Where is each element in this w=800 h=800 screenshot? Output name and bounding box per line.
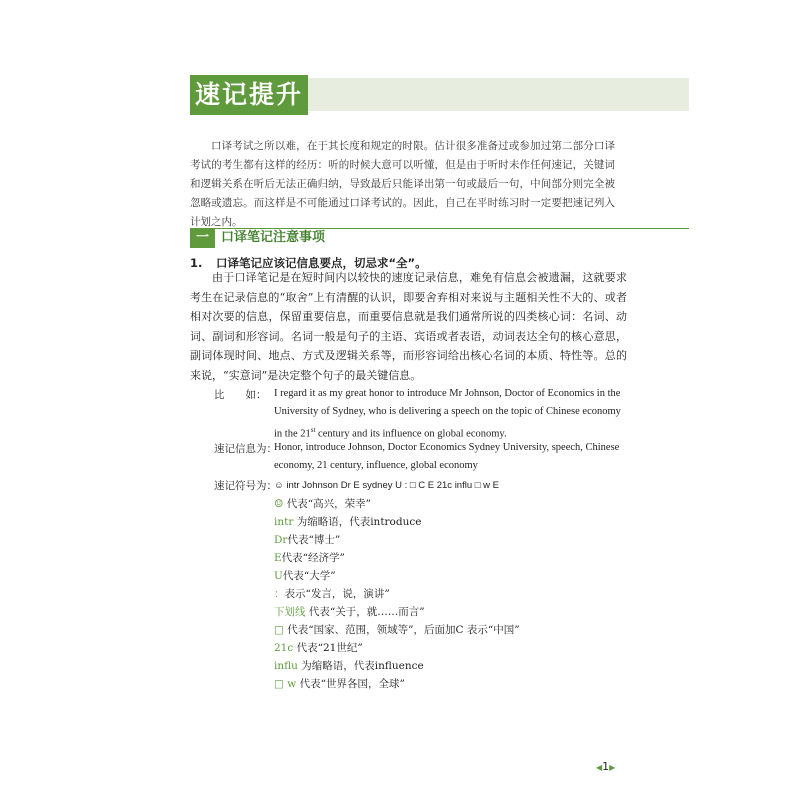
legend-item: 下划线 代表“关于，就……而言” bbox=[274, 606, 425, 618]
body-paragraph: 由于口译笔记是在短时间内以较快的速度记录信息，难免有信息会被遗漏，这就要求考生在记录信息的“取舍”上有清醒的认识，即要舍弃相对来说与主题相关性不大的、或者相对次要的信息，保留重要信息，而重要信息就是我们通常所说的四类核心词：名词、动词、副词和形容词。名词一般是句子的主语、宾语或者表语，动词表达全句的核心意思，副词体现时间、地点、方式及逻辑关系等，而形容词给出核心名词的本质、特性等。总的来说，“实意词”是决定整个句子的最关键信息。 bbox=[190, 271, 627, 382]
legend-item: □ w 代表“世界各国，全球” bbox=[274, 678, 405, 690]
legend-item: 21c 代表“21世纪” bbox=[274, 642, 363, 654]
right-arrow-icon: ▶ bbox=[609, 763, 616, 772]
example-sentence: I regard it as my great honor to introduce Mr Johnson, Doctor of Economics in the University of Sydney, who is delivering a speech on the topic of Chinese economy in the 21st century and its influence on global economy. bbox=[274, 388, 621, 440]
section-title: 口译笔记注意事项 bbox=[221, 230, 326, 245]
page-number: ◀1▶ bbox=[596, 760, 616, 773]
legend-item: influ 为缩略语，代表influence bbox=[274, 660, 424, 672]
legend-item: E代表“经济学” bbox=[274, 552, 345, 564]
left-arrow-icon: ◀ bbox=[596, 763, 603, 772]
symbols-line: ☺ intr Johnson Dr E sydney U : □ C E 21c influ □ w E bbox=[274, 480, 499, 491]
page-title: 速记提升 bbox=[190, 75, 308, 115]
info-text: Honor, introduce Johnson, Doctor Economics Sydney University, speech, Chinese economy, 21 century, influence, global economy bbox=[274, 442, 620, 471]
legend-item: U代表“大学” bbox=[274, 570, 336, 582]
example-label: 比 如： bbox=[214, 389, 267, 401]
intro-paragraph: 口译考试之所以难，在于其长度和规定的时限。估计很多准备过或参加过第二部分口译考试的考生都有这样的经历：听的时候大意可以听懂，但是由于听时未作任何速记，关键词和逻辑关系在听后无法正确归纳，导致最后只能译出第一句或最后一句，中间部分则完全被忽略或遗忘。而这样是不可能通过口译考试的。因此，自己在平时练习时一定要把速记列入计划之内。 bbox=[190, 140, 615, 228]
point-number: 1. bbox=[190, 256, 203, 270]
symbols-label: 速记符号为： bbox=[214, 480, 277, 492]
legend-item: ：表示“发言，说，演讲” bbox=[274, 588, 390, 600]
section-number: 一 bbox=[190, 228, 215, 248]
legend-item: intr 为缩略语，代表introduce bbox=[274, 516, 422, 528]
section-heading bbox=[190, 228, 325, 248]
legend-item: ☺ 代表“高兴，荣幸” bbox=[274, 498, 372, 510]
legend-item: □ 代表“国家、范围，领域等”，后面加C 表示“中国” bbox=[274, 624, 520, 636]
legend-item: Dr代表“博士” bbox=[274, 534, 341, 546]
point-text: 口译笔记应该记信息要点，切忌求“全”。 bbox=[216, 256, 427, 270]
info-label: 速记信息为： bbox=[214, 443, 277, 455]
